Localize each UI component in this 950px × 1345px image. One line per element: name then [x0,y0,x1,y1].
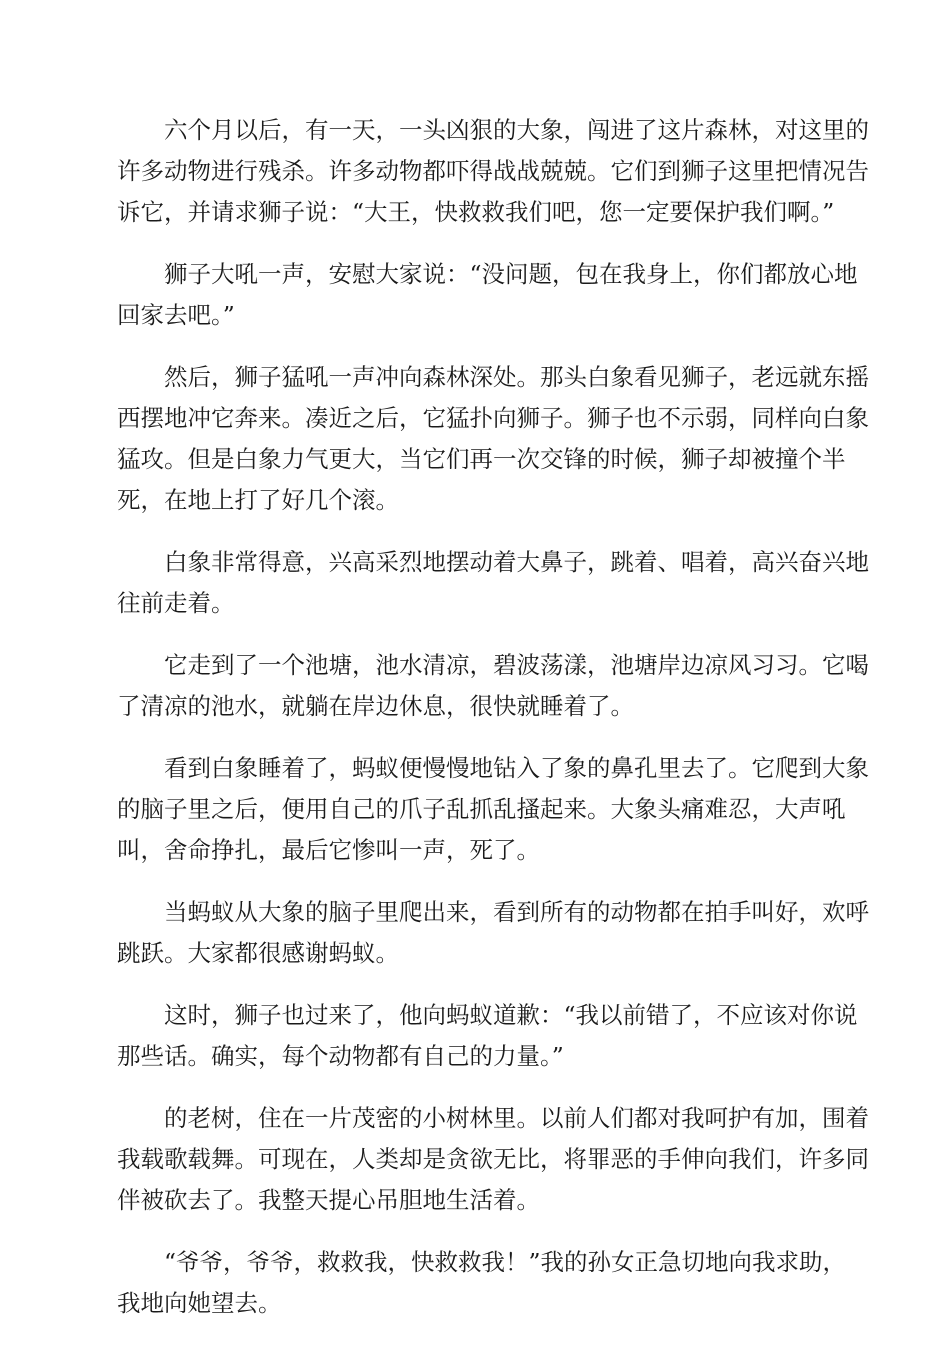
paragraph-line: 猛攻。但是白象力气更大，当它们再一次交锋的时候，狮子却被撞个半 [117,445,846,473]
paragraph-line: 了清凉的池水，就躺在岸边休息，很快就睡着了。 [117,692,634,720]
paragraph-2 [117,254,858,336]
paragraph-line: 的脑子里之后，便用自己的爪子乱抓乱搔起来。大象头痛难忍，大声吼 [117,795,846,823]
paragraph-line: 往前走着。 [117,589,235,617]
paragraph-line: 诉它，并请求狮子说：“大王，快救救我们吧，您一定要保护我们啊。” [117,198,835,226]
paragraph-line: 我载歌载舞。可现在，人类却是贪欲无比，将罪恶的手伸向我们，许多同 [117,1145,869,1173]
paragraph-line: 狮子大吼一声，安慰大家说：“没问题，包在我身上，你们都放心地 [164,260,858,288]
paragraph-line: 西摆地冲它奔来。凑近之后，它猛扑向狮子。狮子也不示弱，同样向白象 [117,404,869,432]
paragraph-line: 白象非常得意，兴高采烈地摆动着大鼻子，跳着、唱着，高兴奋兴地 [164,548,869,576]
paragraph-1 [117,110,869,233]
paragraph-10 [117,1242,847,1324]
paragraph-9 [117,1098,869,1221]
paragraph-7 [117,892,869,974]
document-body [117,110,869,1345]
paragraph-line: 伴被砍去了。我整天提心吊胆地生活着。 [117,1186,540,1214]
paragraph-6 [117,748,869,871]
paragraph-line: 六个月以后，有一天，一头凶狠的大象，闯进了这片森林，对这里的 [164,116,869,144]
paragraph-line: 那些话。确实，每个动物都有自己的力量。” [117,1042,564,1070]
paragraph-8 [117,995,858,1077]
paragraph-line: 跳跃。大家都很感谢蚂蚁。 [117,939,399,967]
paragraph-line: 当蚂蚁从大象的脑子里爬出来，看到所有的动物都在拍手叫好，欢呼 [164,898,869,926]
paragraph-line: 看到白象睡着了，蚂蚁便慢慢地钻入了象的鼻孔里去了。它爬到大象 [164,754,869,782]
paragraph-line: 这时，狮子也过来了，他向蚂蚁道歉：“我以前错了，不应该对你说 [164,1001,858,1029]
paragraph-line: 然后，狮子猛吼一声冲向森林深处。那头白象看见狮子，老远就东摇 [164,363,869,391]
paragraph-line: 我地向她望去。 [117,1289,282,1317]
paragraph-line: 它走到了一个池塘，池水清凉，碧波荡漾，池塘岸边凉风习习。它喝 [164,651,869,679]
paragraph-line: 的老树，住在一片茂密的小树林里。以前人们都对我呵护有加，围着 [164,1104,869,1132]
paragraph-line: 回家去吧。” [117,301,235,329]
paragraph-line: 死，在地上打了好几个滚。 [117,486,399,514]
paragraph-line: 许多动物进行残杀。许多动物都吓得战战兢兢。它们到狮子这里把情况告 [117,157,869,185]
paragraph-line: 叫，舍命挣扎，最后它惨叫一声，死了。 [117,836,540,864]
paragraph-5 [117,645,869,727]
paragraph-3 [117,357,869,521]
paragraph-line: “爷爷，爷爷，救救我，快救救我！”我的孙女正急切地向我求助， [164,1248,847,1276]
paragraph-4 [117,542,869,624]
